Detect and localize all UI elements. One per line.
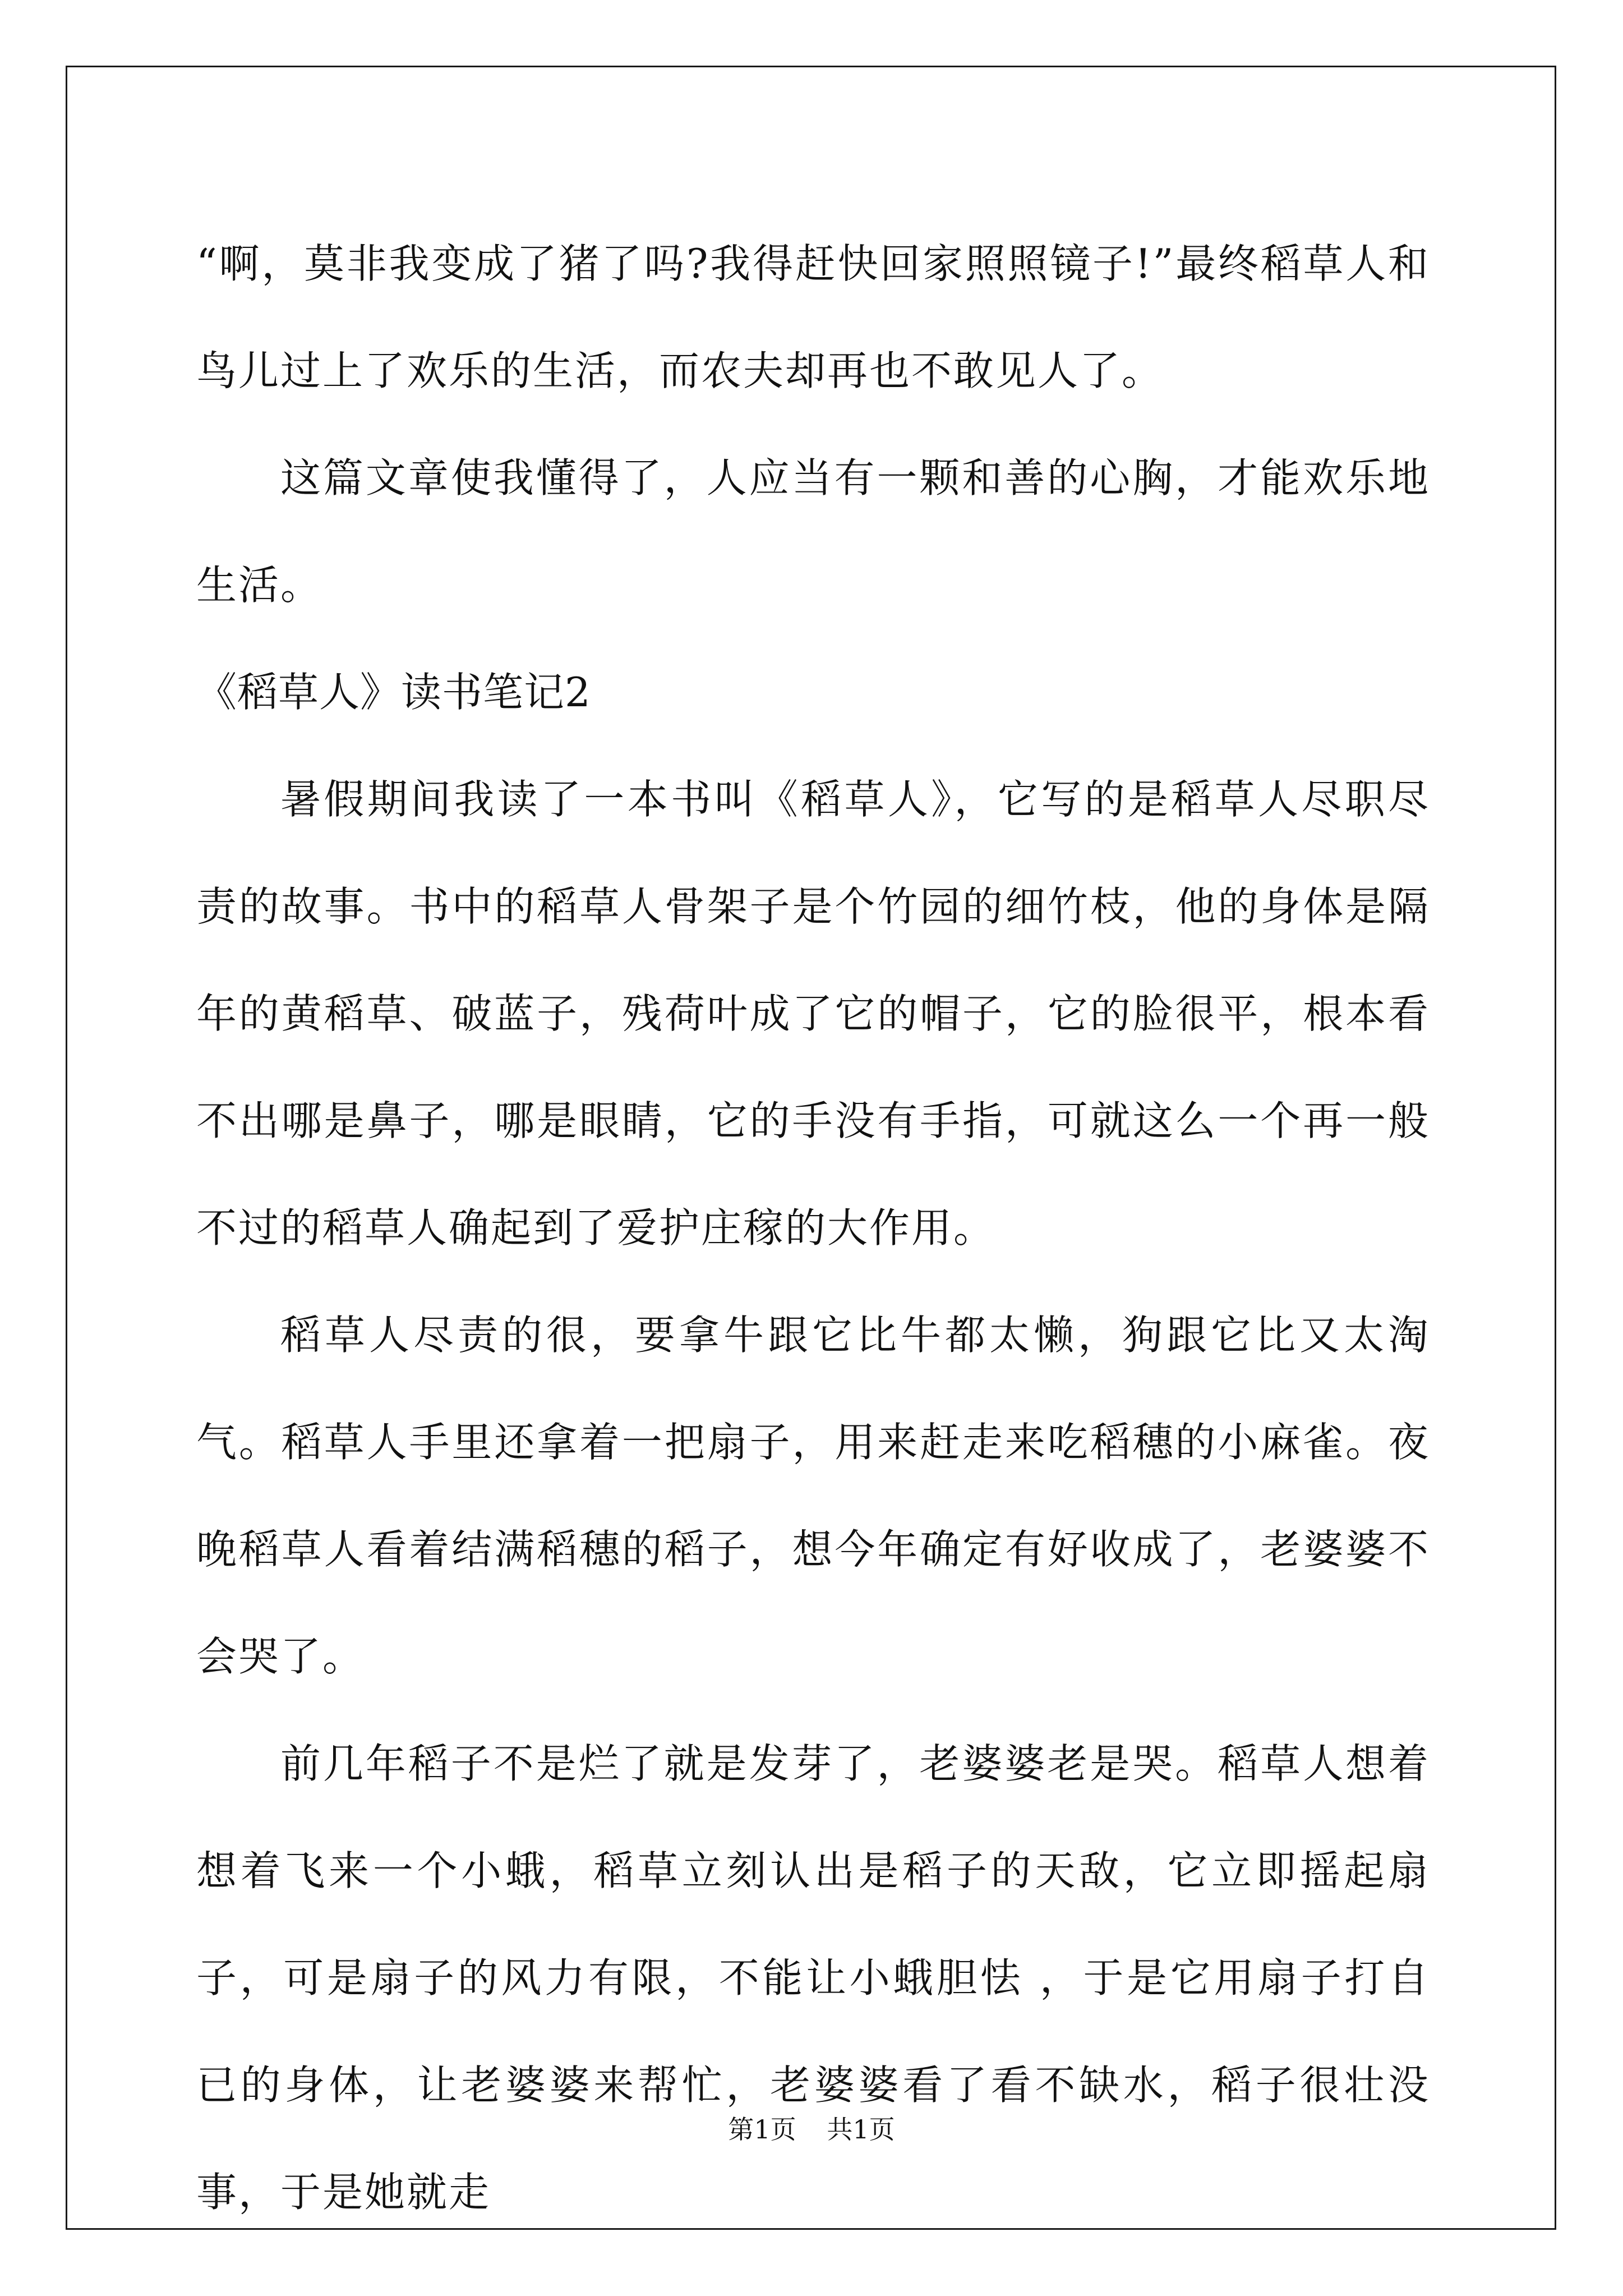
paragraph-1: “啊，莫非我变成了猪了吗?我得赶快回家照照镜子!”最终稻草人和鸟儿过上了欢乐的生活，而农夫却再也不敢见人了。: [196, 240, 1430, 394]
section-heading: 《稻草人》读书笔记2: [196, 669, 591, 716]
paragraph-3: 暑假期间我读了一本书叫《稻草人》，它写的是稻草人尽职尽责的故事。书中的稻草人骨架子是个竹园的细竹枝，他的身体是隔年的黄稻草、破蓝子，残荷叶成了它的帽子，它的脸很平，根本看不出哪是鼻子，哪是眼睛，它的手没有手指，可就这么一个再一般不过的稻草人确起到了爱护庄稼的大作用。: [196, 776, 1430, 1251]
page-footer: [0, 2109, 1623, 2146]
document-body: [196, 210, 1430, 2246]
page-number: 第1页: [728, 2114, 796, 2145]
paragraph-2: 这篇文章使我懂得了，人应当有一颗和善的心胸，才能欢乐地生活。: [196, 454, 1430, 609]
page-total: 共1页: [827, 2114, 895, 2145]
paragraph-4: 稻草人尽责的很，要拿牛跟它比牛都太懒，狗跟它比又太淘气。稻草人手里还拿着一把扇子，用来赶走来吃稻穗的小麻雀。夜晚稻草人看着结满稻穗的稻子，想今年确定有好收成了，老婆婆不会哭了。: [196, 1312, 1430, 1680]
paragraph-5: 前几年稻子不是烂了就是发芽了，老婆婆老是哭。稻草人想着想着飞来一个小蛾，稻草立刻认出是稻子的天敌，它立即摇起扇子，可是扇子的风力有限，不能让小蛾胆怯 ，于是它用扇子打自已的身体，让老婆婆来帮忙，老婆婆看了看不缺水，稻子很壮没事，于是她就走: [196, 1740, 1430, 2216]
